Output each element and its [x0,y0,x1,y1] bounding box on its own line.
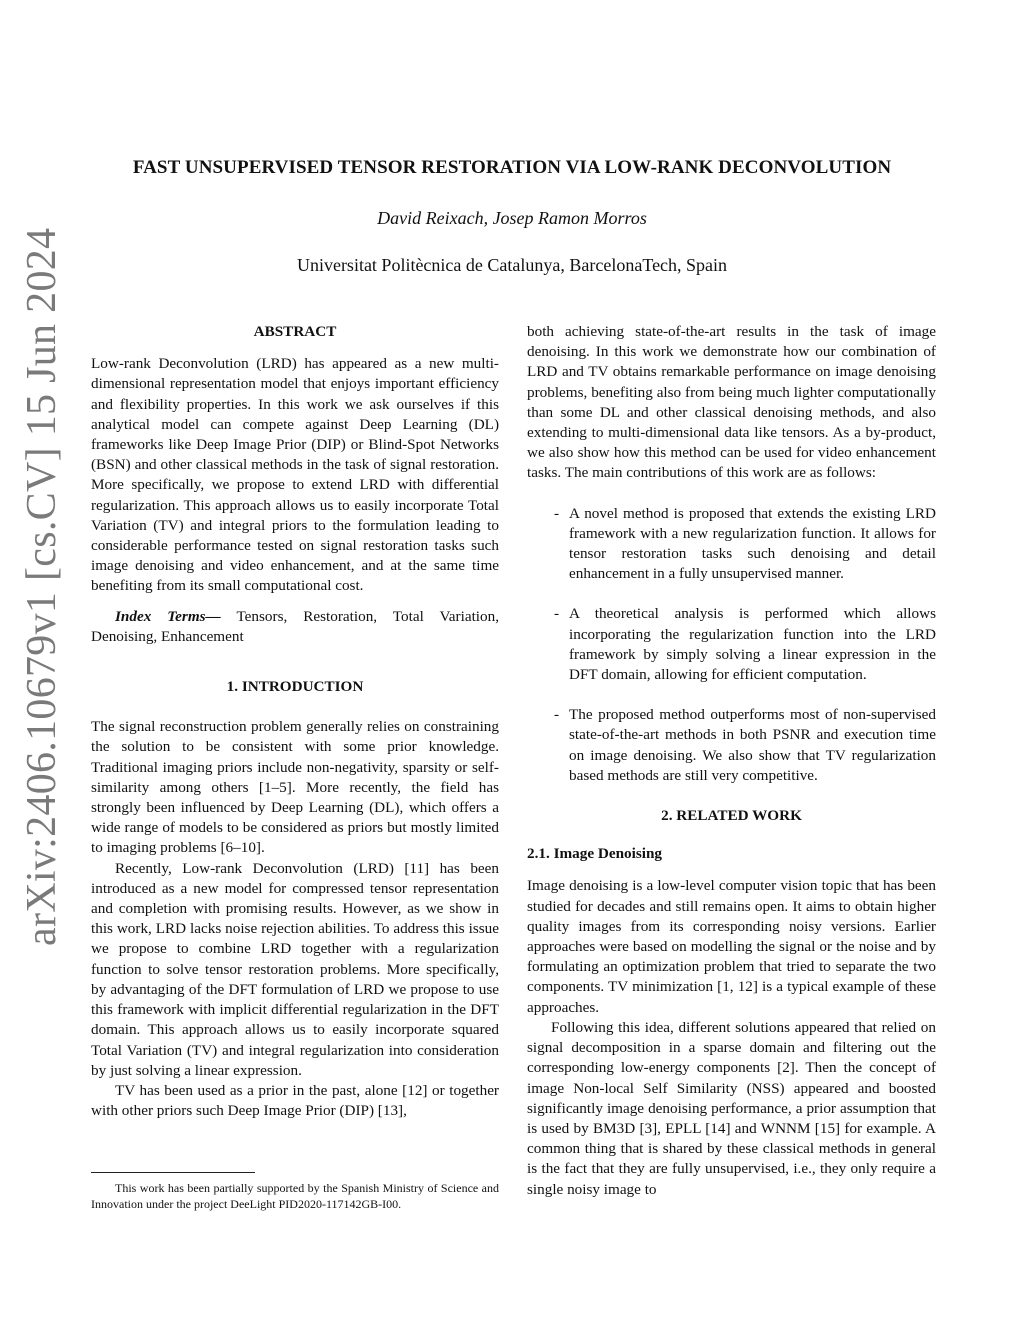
related-paragraph-1: Image denoising is a low-level computer vision topic that has been studied for decades and still remains open. It aims to obtain higher quality images from its corresponding noisy versions. Earlier approaches were based on modelling the signal or the noise and by formulating an optimization problem that tried to separate the two components. TV minimization [1, 12] is a typical example of these approaches. [527,877,936,1016]
related-paragraph-2: Following this idea, different solutions appeared that relied on signal decomposition in a sparse domain and filtering out the corresponding low-energy components [2]. Then the concept of image Non-local Self Similarity (NSS) appeared and boosted significantly image denoising performance, a prior assumption that is used by BM3D [3], EPLL [14] and WNNM [15] for example. A common thing that is shared by these classical methods in general is the fact that they are fully unsupervised, i.e., they only require a single noisy image to [527,1018,936,1198]
list-item: - A novel method is proposed that extends the existing LRD framework with a new regularization function. It allows for tensor restoration tasks such denoising and detail enhancement in a fully unsupervised manner. [554,504,936,583]
index-terms [91,607,499,647]
list-item: - The proposed method outperforms most of non-supervised state-of-the-art methods in both PSNR and execution time on image denoising. We also show that TV regularization based methods are still very competitive. [554,706,936,784]
contributions-list [527,504,936,786]
paper-title: FAST UNSUPERVISED TENSOR RESTORATION VIA LOW-RANK DECONVOLUTION [132,157,892,178]
intro-continued: both achieving state-of-the-art results in the task of image denoising. In this work we demonstrate how our combination of LRD and TV obtains remarkable performance on image denoising problems, benefiting also from being much lighter computationally than some DL and other classical denoising methods, and also extending to multi-dimensional data like tensors. As a by-product, we also show how this method can be used for video enhancement tasks. The main contributions of this work are as follows: [527,323,936,482]
list-item: - A theoretical analysis is performed which allows incorporating the regularization function into the LRD framework by simply solving a linear expression in the DFT domain, allowing for efficient computation. [554,605,936,684]
footnote-rule [91,1172,255,1173]
intro-heading: 1. INTRODUCTION [226,678,364,696]
intro-paragraph-1: The signal reconstruction problem generally relies on constraining the solution to be consistent with some prior knowledge. Traditional imaging priors include non-negativity, sparsity or self-similarity among others [1–5]. More recently, the field has strongly been influenced by Deep Learning (DL), which offers a wide range of models to be considered as priors but mostly limited to imaging problems [6–10]. [91,718,499,857]
image-denoising-subheading: 2.1. Image Denoising [527,845,663,863]
arxiv-side-stamp: arXiv:2406.10679v1 [cs.CV] 15 Jun 2024 [19,227,65,946]
index-terms-text: Tensors, Restoration, Total Variation, Denoising, Enhancement [91,607,499,645]
left-column [91,322,499,1121]
abstract-heading: ABSTRACT [253,323,337,340]
related-heading: 2. RELATED WORK [661,807,802,825]
paper-authors: David Reixach, Josep Ramon Morros [377,208,647,228]
paper-affiliation: Universitat Politècnica de Catalunya, BarcelonaTech, Spain [296,255,728,275]
footnote: This work has been partially supported by the Spanish Ministry of Science and Innovation under the project DeeLight PID2020-117142GB-I00. [91,1181,499,1211]
index-terms-label: Index Terms— [115,607,221,625]
abstract-text: Low-rank Deconvolution (LRD) has appeared as a new multi-dimensional representation model that enjoys important efficiency and flexibility properties. In this work we ask ourselves if this analytical model can compete against Deep Learning (DL) frameworks like Deep Image Prior (DIP) or Blind-Spot Networks (BSN) and other classical methods in the task of signal restoration. More specifically, we propose to extend LRD with differential regularization. This approach allows us to easily incorporate Total Variation (TV) and integral priors to the formulation leading to considerable performance tested on signal restoration tasks such image denoising and video enhancement, and at the same time benefiting from its small computational cost. [91,355,499,595]
intro-paragraph-2: Recently, Low-rank Deconvolution (LRD) [11] has been introduced as a new model for compressed tensor representation and completion with promising results. However, as we show in this work, LRD lacks noise rejection abilities. To address this issue we propose to combine LRD together with a regularization function to solve tensor restoration problems. More specifically, by advantaging of the DFT formulation of LRD we propose to use this framework with implicit differential regularization in the DFT domain. This approach allows us to easily incorporate squared Total Variation (TV) and integral regularization into consideration by just solving a linear expression. [91,859,499,1079]
intro-paragraph-3: TV has been used as a prior in the past, alone [12] or together with other priors such Deep Image Prior (DIP) [13], [91,1081,499,1120]
right-column [527,322,936,1200]
